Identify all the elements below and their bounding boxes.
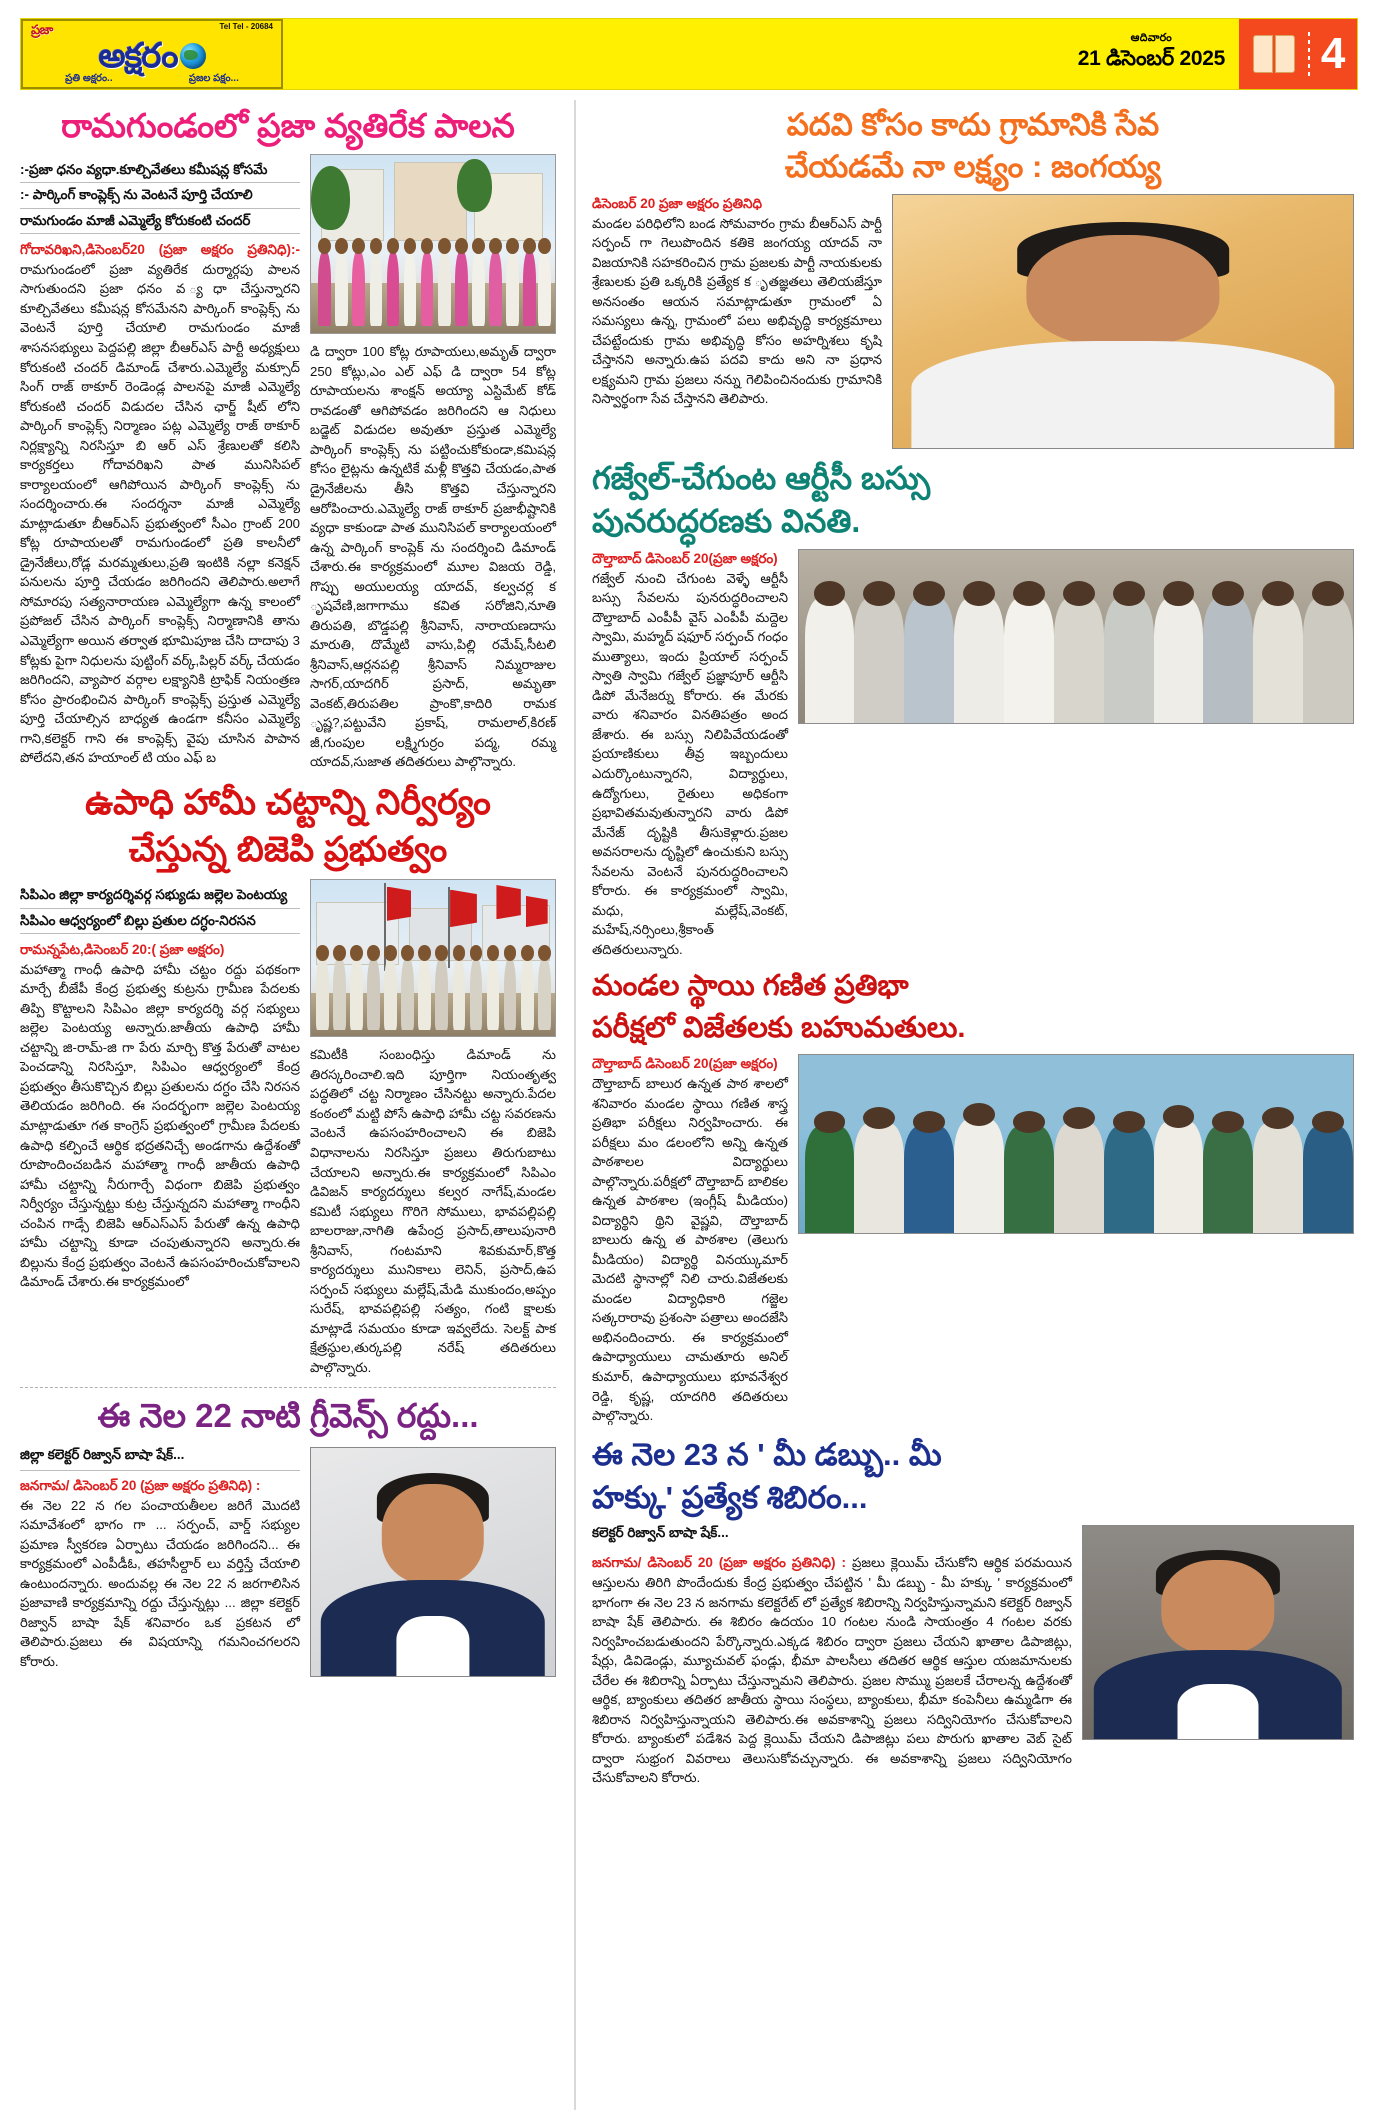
dotted-divider — [1308, 32, 1310, 76]
money-body — [592, 1553, 1072, 1788]
kicker-1: సిపిఎం జిల్లా కార్యదర్శివర్గ సభ్యుడు జల్లెల పెంటయ్య — [20, 883, 300, 908]
headline-jangayya-line2: చేయడమే నా లక్ష్యం : జంగయ్య — [784, 148, 1162, 184]
logo-tagline-row — [27, 72, 277, 86]
maths-photo-col — [798, 1054, 1354, 1426]
headline-maths-line1: మండల స్థాయి గణిత ప్రతిభా — [592, 970, 909, 1003]
rtc-body — [592, 549, 788, 960]
headline-jangayya-line1: పదవి కోసం కాదు గ్రామానికి సేవ — [786, 107, 1160, 142]
maths-body — [592, 1054, 788, 1426]
upadhi-text-1: మహాత్మా గాంధీ ఉపాధి హామీ చట్టం రద్దు పథకంగా మార్చే బీజేపీ కేంద్ర ప్రభుత్వ కుట్రను గ్రామీణ పేదలకు తిప్పి కొట్టాలని సిపిఎం జిల్లా కార్యదర్శి వర్గ సభ్యులు జల్లెల పెంటయ్య అన్నారు.జాతీయ ఉపాధి హామీ చట్టాన్ని జి-రామ్-జి గా పేరు మార్చి కొత్త పేరుతో వాటల పెంచడాన్ని నిరసిస్తూ, సిపిఎం ఆధ్వర్యంలో కేంద్ర ప్రభుత్వం తీసుకొచ్చిన బిల్లు ప్రతులను దగ్ధం చేసి నిరసన తెలియడం జరిగింది. ఈ సందర్భంగా జల్లెల పెంటయ్య మాట్లాడుతూ గత కాంగ్రెస్ ప్రభుత్వంలో గ్రామీణ పేదలకు ఉపాధి కల్పించే ఆర్థిక భద్రతనిచ్చే అండగాను ఉద్దేశంతో రూపొందించబడిన మహాత్మా గాంధీ జాతీయ ఉపాధి హామీ చట్టాన్ని నీరుగార్చే విధంగా బిజెపి ప్రభుత్వం నిర్వీర్యం చేస్తున్నట్టు కుట్ర చేస్తున్నదని మహాత్మా గాంధీని చంపిన గాడ్సే బిజెపి ఆర్ఎస్ఎస్ పేరుతో ఉన్న ఉపాధి హామీ చట్టాన్ని కూడా చంపుతున్నారని అన్నారు.ఈ బిల్లును కేంద్ర ప్రభుత్వం వెంటనే ఉపసంహరించుకోవాలని డిమాండ్ చేశారు.ఈ కార్యక్రమంలో — [20, 961, 300, 1290]
headline-rtc-line1: గజ్వేల్-చేగుంట ఆర్టీసీ బస్సు — [592, 459, 931, 496]
maths-text-col — [592, 1054, 788, 1426]
grievance-photo-col — [310, 1447, 556, 1677]
tagline-left: ప్రతి అక్షరం.. — [65, 73, 113, 85]
dateline-ramagundam: గోదావరిఖని,డిసెంబర్20 (ప్రజా అక్షరం ప్రతినిధి):- — [20, 241, 300, 257]
kicker-2: :- పార్కింగ్ కాంప్లెక్స్ ను వెంటనే పూర్తి చేయాలి — [20, 183, 300, 208]
maths-text: దౌల్తాబాద్ బాలుర ఉన్నత పాఠ శాలలో శనివారం మండల స్థాయి గణిత శాస్త్ర ప్రతిభా పరీక్షలు నిర్వహించారు. ఈ పరీక్షలు మం డలంలోని అన్ని ఉన్నత పాఠశాలల విద్యార్థులు పాల్గొన్నారు.పరీక్షలో దౌల్తాబాద్ బాలికల ఉన్నత పాఠశాల (ఇంగ్లీష్ మీడియం) విద్యార్థిని థ్రిని వైష్ణవి, దౌల్తాబాద్ బాలురు ఉన్న త పాఠశాల (తెలుగు మీడియం) విద్యార్థి వినయ్కుమార్ మెదటి స్థానాల్లో నిలి చారు.విజేతలకు మండల విద్యాధికారి గజ్జెల సత్కరారావు ప్రశంసా పత్రాలు అందజేసి అభినందించారు. ఈ కార్యక్రమంలో ఉపాధ్యాయులు చామతూరు అనిల్ కుమార్, ఉపాధ్యాయులు భూవనేశ్వర రెడ్డి, కృష్ణ, యాదగిరి తదితరులు పాల్గొన్నారు. — [592, 1076, 788, 1424]
logo-praja-text: ప్రజా — [31, 21, 53, 37]
article-money-camp — [592, 1436, 1354, 1788]
headline-money-line2: హక్కు' ప్రత్యేక శిబిరం... — [592, 1480, 868, 1516]
left-column — [20, 100, 568, 2110]
upadhi-photo-col — [310, 879, 556, 1377]
maths-row — [592, 1054, 1354, 1426]
money-text: ప్రజలు క్లెయిమ్ చేసుకోని ఆర్థిక పరమయిన ఆస్తులను తిరిగి పొందేందుకు కేంద్ర ప్రభుత్వం చేపట్టిన ' మీ డబ్బు - మీ హక్కు ' కార్యక్రమంలో భాగంగా ఈ నెల 23 న జనగామ కలెక్టరేట్ లో ప్రత్యేక శిబిరాన్ని నిర్వహిస్తున్నామని కలెక్టర్ రిజ్వాన్ బాషా షేక్ తెలిపారు. ఈ శిబిరం ఉదయం 10 గంటల నుండి సాయంత్రం 4 గంటల వరకు నిర్వహించబడుతుందని పేర్కొన్నారు.ఎక్కడ శిబిరం ద్వారా ప్రజలు చేయని ఖాతాల డిపాజిట్లు, షేర్లు, డివిడెండ్లు, మ్యూచువల్ ఫండ్లు, భీమా పాలసీలు తదితర ఆర్థిక ఆస్తుల యజమానులకు చేరేల ఈ శిబిరాన్ని ఏర్పాటు చేస్తున్నామని తెలిపారు. ప్రజల సొమ్ము ప్రజలకే చేరాలన్న ఉద్దేశంతో ఆర్థిక, బ్యాంకులు తదితర జాతీయ స్థాయి సంస్థలు, బ్యాంకులు, భీమా కంపెనీలు ఉమ్మడిగా ఈ శిబిరాన నిర్వహిస్తున్నాయని తెలిపారు.ఈ అవకాశాన్ని ప్రజలు సద్వినియోగం చేసుకోవాలని కోరారు. బ్యాంకులో పడేశిన పెద్ద క్లెయిమ్ చేయని డిపాజిట్లు పలు పొరుగు ఖాతాల వెబ్ సైట్ ద్వారా సుభ్రంగ వివరాలు తెలుసుకోవచ్చున్నారు. ఈ అవకాశాన్ని ప్రజలు సద్వినియోగం చేసుకోవాలని కోరారు. — [592, 1555, 1072, 1786]
upadhi-top-row — [20, 879, 556, 1377]
headline-upadhi-line2: చేస్తున్న బిజెపి ప్రభుత్వం — [128, 829, 448, 869]
page-number-box — [1239, 19, 1357, 89]
grievance-body — [20, 1476, 300, 1672]
masthead-date-block — [1078, 19, 1239, 89]
dateline-maths: దౌల్తాబాద్ డిసెంబర్ 20(ప్రజా అక్షరం) — [592, 1056, 778, 1072]
logo-main-title — [98, 36, 205, 75]
kicker-3: రామగుండం మాజీ ఎమ్మెల్యే కోరుకంటి చందర్ — [20, 209, 300, 234]
ramagundam-kicker-col — [20, 154, 300, 772]
rtc-row — [592, 549, 1354, 960]
globe-icon — [180, 43, 206, 69]
ramagundam-photo-col — [310, 154, 556, 772]
ramagundam-text-2: డి ద్వారా 100 కోట్ల రూపాయలు,అమృత్ ద్వారా 250 కోట్లు,ఎం ఎల్ ఎఫ్ డి ద్వారా 54 కోట్ల రూపాయలను శాంక్షన్ అయ్యా ఎస్టిమేట్ కోడ్ రావడంతో ఆగిపోవడం జరిగిందని ఆ నిధులు బడ్జెట్ విడుదల అవుతూ ప్రస్తుత ఎమ్మెల్యే పార్కింగ్ కాంప్లెక్స్ ను పట్టించుకోకుండా,కమిషన్ల కోసం లైట్లను ఉన్నటికే మళ్లీ కొత్తవి చేయడం,పాత డ్రైనేజీలను తీసి కొత్తవి చేస్తున్నారని ఆరోపించారు.ఎమ్మెల్యే రాజ్ ఠాకూర్ ప్రజాభీష్టానికి వ్యధా కాకుండా పాత మునిసిపల్ కార్యాలయంలో ఉన్న పార్కింగ్ కాంప్లెక్ ను సందర్శించి డిమాండ్ చేశారు.ఈ కార్యక్రమంలో మూల విజయ రెడ్డి, గొప్పు అయులయ్య యాదవ్, కల్వచర్ల క ృషవేణి,జగాగాము కవిత సరోజిని,నూతి తిరుపతి, బొడ్డపల్లి శ్రీనివాస్, నారాయణదాసు మారుతి, దొమ్మేటి వాసు,పిల్లి రమేష్,సీటలి శ్రీనివాస్,ఆర్లనపల్లి శ్రీనివాస్ నిమ్మరాజుల సాగర్,యాదగిర్ ప్రసాద్, అమృతా వెంకట్,తిరుపతిల ప్రాంకొ,కాదిరి రామక ృష్ణ?,పట్టువేని ప్రకాష్, రామలాల్,కిరణ్ జీ,గుంపుల లక్ష్మిగుర్రం పద్మ, రమ్మ యాదవ్,సుజాత తదితరులు పాల్గొన్నారు. — [310, 344, 556, 770]
kicker-1: :-ప్రజా ధనం వ్యధా.కూల్చివేతలు కమీషన్ల కోసమే — [20, 158, 300, 183]
jangayya-row — [592, 194, 1354, 449]
logo-telephone: Tel Tel - 20684 — [219, 21, 273, 31]
photo-collector-money — [1082, 1525, 1354, 1740]
jangayya-text: మండల పరిధిలోని బండ సోమవారం గ్రామ బీఆర్ఎస్ పార్టీ సర్పంచ్ గా గెలుపొందిన కతికె జంగయ్య యాదవ్ నా విజయానికి సహకరించిన గ్రామ ప్రజలకు పార్టీ నాయకులకు శ్రేణులకు ప్రతి ఒక్కరికి ప్రత్యేక క ృతజ్ఞతలు తెలియజేస్తూ అనసంతం ఆయన సమాట్లాడుతూ గ్రామంలో ఏ సమస్యలు ఉన్న, గ్రామంలో పలు అభివృద్ధి కార్యక్రమాలు చేపట్టేందుకు గ్రామ అభివృద్ధి కోసం అహర్నిశలు కృషి చేస్తానని అన్నారు.ఉప పదవి కాదు అని నా ప్రధాన లక్ష్యమని గ్రామ ప్రజలు నన్ను గెలిపించినందుకు గ్రామానికి నిస్వార్థంగా సేవ చేస్తానని తెలిపారు. — [592, 215, 882, 407]
page-content — [20, 100, 1358, 2110]
money-photo-col — [1082, 1525, 1354, 1788]
photo-rtc-petition — [798, 549, 1354, 724]
grievance-text-col — [20, 1447, 300, 1677]
article-grievance — [20, 1396, 556, 1676]
headline-grievance: ఈ నెల 22 నాటి గ్రీవెన్స్ రద్దు... — [97, 1397, 479, 1435]
photo-maths-winners — [798, 1054, 1354, 1234]
rtc-text-col — [592, 549, 788, 960]
byline-grievance: జిల్లా కలెక్టర్ రిజ్వాన్ బాషా షేక్... — [20, 1447, 300, 1471]
tagline-right: ప్రజల పక్షం... — [188, 73, 239, 85]
masthead — [20, 18, 1358, 90]
dateline-jangayya: డిసెంబర్ 20 ప్రజా అక్షరం ప్రతినిధి — [592, 195, 763, 211]
jangayya-photo-col — [892, 194, 1354, 449]
upadhi-kickers — [20, 883, 300, 933]
page-number: 4 — [1320, 29, 1346, 78]
section-divider-left — [20, 1387, 556, 1388]
byline-money: కలెక్టర్ రిజ్వాన్ బాషా షేక్... — [592, 1525, 729, 1541]
photo-cpim-protest — [310, 879, 556, 1037]
article-ramagundam — [20, 106, 556, 772]
headline-maths-line2: పరీక్షలో విజేతలకు బహుమతులు. — [592, 1011, 966, 1044]
photo-ramagundam-rally — [310, 154, 556, 334]
ramagundam-kickers — [20, 158, 300, 234]
headline-upadhi-line1: ఉపాధి హామీ చట్టాన్ని నిర్వీర్యం — [85, 782, 491, 822]
headline-rtc-line2: పునరుద్ధరణకు వినతి. — [592, 502, 861, 539]
dateline-upadhi: రామన్నపేట,డిసెంబర్ 20:( ప్రజా అక్షరం) — [20, 941, 225, 957]
masthead-spacer — [283, 19, 1078, 89]
grievance-row — [20, 1447, 556, 1677]
upadhi-kicker-col — [20, 879, 300, 1377]
headline-money-line1: ఈ నెల 23 న ' మీ డబ్బు.. మీ — [592, 1436, 942, 1472]
date-label: 21 డిసెంబర్ 2025 — [1077, 47, 1225, 70]
kicker-2: సిపిఎం ఆధ్వర్యంలో బిల్లు ప్రతుల దగ్ధం-నిరసన — [20, 909, 300, 934]
ramagundam-text-1: రామగుండంలో ప్రజా వ్యతిరేక దుర్మార్గపు పాలన సాగుతుందని ప్రజా ధనం వ ్యధా చేస్తున్నారని కూల్చివేతలు కమీషన్ల కోసమేనని పార్కింగ్ కాంప్లెక్స్ ను వెంటనే పూర్తి చేయాలి రామగుండం మాజీ శాసనసభ్యులు పెద్దపల్లి జిల్లా బీఆర్ఎస్ పార్టీ అధ్యక్షులు కోరుకంటి చందర్ డిమాండ్ చేశారు.ఎమ్మెల్యే మక్సూద్ సింగ్ రాజ్ ఠాకూర్ రెండెండ్ల పాలనపై మాజీ ఎమ్మెల్యే కోరుకంటి చందర్ విడుదల చేసిన ఛార్జ్ షీట్ లోని పార్కింగ్ కాంప్లెక్స్ నిర్మాణం పట్ల ఎమ్మెల్యే రాజ్ ఠాకూర్ నిర్లక్ష్యాన్ని నిరసిస్తూ బి ఆర్ ఎస్ శ్రేణులతో కలిసి కార్యకర్తలు గోదావరిఖని పాత మునిసిపల్ కార్యాలయంలో ఆగిపోయిన పార్కింగ్ కాంప్లెక్స్ ను సందర్శించారు.ఈ సందర్శనా మాజీ ఎమ్మెల్యే మాట్లాడుతూ బీఆర్ఎస్ ప్రభుత్వంలో సీఎం గ్రాంట్ 200 కోట్ల రూపాయలతో రామగుండంలో ప్రతి కాలనీలో డ్రైనేజీలు,రోడ్ల మరమ్మతులు,ప్రతి ఇంటికి నల్లా కనెక్షన్ పనులను పూర్తి చేయడం జరిగిందని తెలిపారు.అలాగే సోమారపు సత్యనారాయణ ఎమ్మెల్యేగా ఉన్న కాలంలో ప్రపోజల్ చేసిన పార్కింగ్ కాంప్లెక్స్ నిర్మాణానికి తాను ఎమ్మెల్యేగా అయిన తర్వాత భూమిపూజ చేసి దాదాపు 3 కోట్లకు పైగా నిధులను పుట్టింగ్ వర్క్,పిల్లర్ వర్క్ చేయడం జరిగిందని, వ్యాపార వర్గాల లక్ష్యానికి ట్రాఫిక్ నియంత్రణ కోసం ప్రారంభించిన పార్కింగ్ కాంప్లెక్స్ ప్రస్తుత ఎమ్మెల్యే పూర్తి చేయాల్సిన బాధ్యత ఉండగా కనీసం ఎమ్మెల్యే గాని,కలెక్టర్ గాని ఈ కాంప్లెక్స్ వైపు చూసిన పాపాన పోలేదని,తన హయాంల్ టి యం ఎఫ్ బ — [20, 261, 300, 766]
jangayya-body — [592, 194, 882, 409]
weekday-label: ఆదివారం — [1130, 32, 1173, 44]
money-row — [592, 1525, 1354, 1788]
logo-akshara-text: అక్షరం — [98, 36, 178, 75]
ramagundam-body-col1 — [20, 240, 300, 768]
money-text-col — [592, 1525, 1072, 1788]
upadhi-body-col2 — [310, 1045, 556, 1377]
newspaper-logo — [21, 19, 283, 89]
ramagundam-body-col2 — [310, 342, 556, 772]
column-divider — [574, 100, 576, 2110]
right-column — [582, 100, 1354, 2110]
ramagundam-top-row — [20, 154, 556, 772]
upadhi-text-2: కమిటీకి సంబంధిస్తు డిమాండ్ ను తిరస్కరించాలి.ఇది పూర్తిగా నియంతృత్వ పద్ధతిలో చట్ట నిర్మాణం చేసినట్టు అన్నారు.పేదల కంఠంలో మట్టి పోసే ఉపాధి హామీ చట్ట సవరణను వెంటనే ఉపసంహరించాలని ఈ బిజెపి విధానాలను నిరసిస్తూ ప్రజలు తిరుగుబాటు చేయాలని అన్నారు.ఈ కార్యక్రమంలో సిపిఎం డివిజన్ కార్యదర్శులు కల్వర నాగేష్,మండల కమిటీ సభ్యులు గొరిగె సోములు, భావపల్లిపల్లి బాలరాజు,నాగితి ఉపేంద్ర ప్రసాద్,తాలుపునారి శ్రీనివాస్, గంటమాని శివకుమార్,కొత్త కార్యదర్శులు మునికాలు లెనిన్, ప్రసాద్,ఉప సర్పంచ్ సభ్యులు మల్లేష్,మేడి ముకుందం,అప్పం సురేష్, భావపల్లిపల్లి సత్యం, గంటి క్షాలకు మాట్లాడే సమయం కూడా ఇవ్వలేదు. సెలక్ట్ పాక క్షేత్రస్థుల,తుర్కపల్లి నరేష్ తదితరులు పాల్గొన్నారు. — [310, 1047, 556, 1375]
grievance-text: ఈ నెల 22 న గల పంచాయతీలల జరిగే మొదటి సమావేశంలో భాగం గా ... సర్పంచ్, వార్డ్ సభ్యుల ప్రమాణ స్వీకరణ ఏర్పాటు చేయడం జరిగిందని... ఈ కార్యక్రమంలో ఎంపీడీఓ, తహసీల్దార్ లు వర్తిస్తే చేయాలి ఉంటుందన్నారు. అందువల్ల ఈ నెల 22 న జరగాలిసిన ప్రజావాణి కార్యక్రమాన్ని రద్దు చేస్తున్నట్లు ... జిల్లా కలెక్టర్ రిజ్వాన్ బాషా షేక్ శనివారం ఒక ప్రకటన లో తెలిపారు.ప్రజలు ఈ విషయాన్ని గమనించగలరని కోరారు. — [20, 1497, 300, 1669]
dateline-grievance: జనగామ/ డిసెంబర్ 20 (ప్రజా అక్షరం ప్రతినిధి) : — [20, 1477, 261, 1493]
article-upadhi — [20, 782, 556, 1377]
upadhi-body-col1 — [20, 940, 300, 1292]
rtc-text: గజ్వేల్ నుంచి చేగుంట వెళ్ళే ఆర్టీసీ బస్సు సేవలను పునరుద్ధరించాలని దౌల్తాబాద్ ఎంపీపీ వైస్ ఎంపీపీ మద్దెల స్వామి, మహ్మద్ షఫూర్ సర్పంచ్ గంధం ముత్యాలు, ఇందు ప్రియాల్ సర్పంచ్ స్వాతి స్వామి గజ్వేల్ ప్రజ్ఞాపూర్ ఆర్టీసి డిపో మేనేజర్ను కోరారు. ఈ మేరకు వారు శనివారం వినతిపత్రం అంద జేశారు. ఈ బస్సు నిలిపివేయడంతో ప్రయాణికులు తీవ్ర ఇబ్బందులు ఎదుర్కొంటున్నారని, విద్యార్థులు, ఉద్యోగులు, రైతులు అధికంగా ప్రభావితమవుతున్నారని వారు డిపో మేనేజ్ దృష్టికి తీసుకెళ్లారు.ప్రజల అవసరాలను దృష్టిలో ఉంచుకుని బస్సు సేవలను వెంటనే పునరుద్ధరించాలని కోరారు. ఈ కార్యక్రమంలో స్వామి, మధు, మల్లేష్,వెంకట్, మహేష్,నర్సింలు,శ్రీకాంత్ తదితరులున్నారు. — [592, 570, 788, 957]
dateline-rtc: దౌల్తాబాద్ డిసెంబర్ 20(ప్రజా అక్షరం) — [592, 550, 778, 566]
jangayya-text-col — [592, 194, 882, 449]
photo-collector-rizwan — [310, 1447, 556, 1677]
article-rtc — [592, 459, 1354, 960]
dateline-money: జనగామ/ డిసెంబర్ 20 (ప్రజా అక్షరం ప్రతినిధి) : — [592, 1555, 847, 1571]
photo-jangayya — [892, 194, 1354, 449]
headline-ramagundam: రామగుండంలో ప్రజా వ్యతిరేక పాలన — [61, 107, 515, 144]
book-icon — [1251, 31, 1297, 77]
rtc-photo-col — [798, 549, 1354, 960]
article-jangayya — [592, 106, 1354, 449]
article-maths — [592, 969, 1354, 1425]
